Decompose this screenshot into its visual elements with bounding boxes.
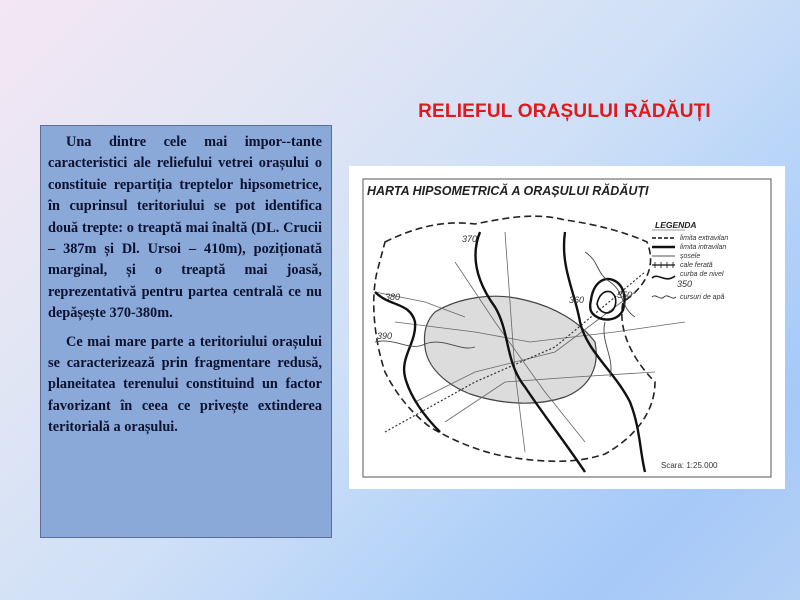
paragraph-relief: Una dintre cele mai impor--tante caracteristici ale reliefului vetrei orașului o constituie repartiția treptelor hipsometrice, în cuprinsul teritoriului se pot identifica două trepte: o treaptă mai înaltă (DL. Crucii – 387m și Dl. Ursoi – 410m), poziționată marginal, și o treaptă mai joasă, reprezentativă pentru partea centrală ce nu depășește 370-380m. — [48, 134, 322, 322]
legend-item-extravilan: limita extravilan — [680, 235, 729, 242]
contour-label-390: 390 — [377, 331, 393, 341]
contour-label-350: 350 — [617, 290, 633, 300]
paragraph-fragmentation: Ce mai mare parte a teritoriului orașului se caracterizează prin fragmentare redusă, planeitatea terenului constituind un factor favorizant în ceea ce privește extinderea teritorială a orașului. — [48, 333, 322, 436]
contour-label-380: 380 — [385, 292, 401, 302]
legend-item-intravilan: limita intravilan — [680, 244, 727, 251]
legend-item-roads: șosele — [680, 253, 701, 260]
map-canvas — [355, 172, 779, 483]
legend-item-railway: cale ferată — [680, 262, 713, 269]
legend-title: LEGENDA — [655, 220, 697, 230]
legend-contour-value: 350 — [677, 279, 693, 289]
map-title: HARTA HIPSOMETRICĂ A ORAȘULUI RĂDĂUȚI — [367, 184, 649, 198]
slide-title: RELIEFUL ORAȘULUI RĂDĂUȚI — [418, 101, 711, 122]
hypsometric-map — [349, 166, 785, 489]
legend-item-contour: curba de nivel — [680, 271, 724, 278]
contour-label-370: 370 — [462, 234, 478, 244]
contour-label-360: 360 — [569, 295, 585, 305]
legend-item-water: cursuri de apă — [680, 294, 725, 301]
map-scale: Scara: 1:25.000 — [661, 461, 718, 470]
description-text-box — [40, 125, 332, 538]
